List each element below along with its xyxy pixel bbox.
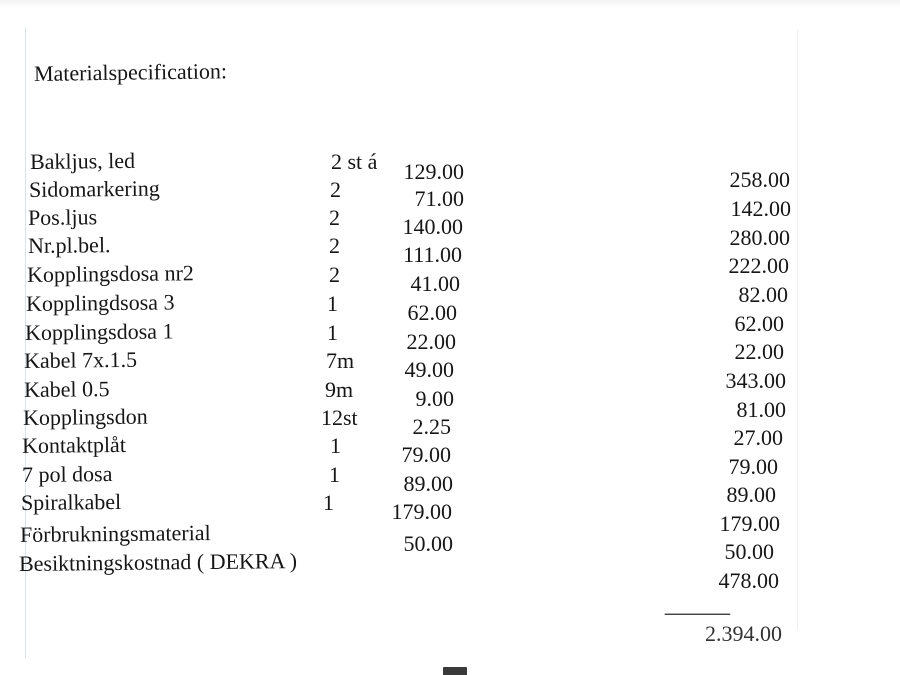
item-name: Nr.pl.bel. [27,232,111,258]
item-unit-price: 71.00 [414,186,464,211]
item-name: Kopplingdsosa 3 [25,289,175,316]
item-name: Kontaktplåt [21,431,126,458]
item-line-total: 22.00 [734,339,784,364]
item-line-total: 258.00 [729,167,790,192]
item-line-total: 280.00 [729,225,790,250]
item-quantity: 2 [329,205,340,230]
item-name: Besiktningskostnad ( DEKRA ) [18,548,298,576]
item-name: Pos.ljus [27,204,98,230]
item-quantity: 1 [330,433,341,458]
item-unit-price: 179.00 [391,499,452,524]
item-name: Kabel 0.5 [23,376,110,402]
sum-separator: --------------- [664,603,729,624]
item-unit-price: 89.00 [403,471,453,496]
item-line-total: 478.00 [718,568,779,593]
item-unit-price: 49.00 [404,357,454,382]
item-name: Kopplingsdosa nr2 [26,260,194,287]
item-name: Kabel 7x.1.5 [23,346,138,373]
item-line-total: 27.00 [733,425,783,450]
item-line-total: 50.00 [724,539,774,564]
item-quantity: 9m [325,377,354,402]
item-line-total: 82.00 [738,282,788,307]
item-unit-price: 111.00 [403,242,462,267]
item-name: Kopplingsdon [22,403,148,430]
item-quantity: 1 [327,320,338,345]
item-unit-price: 62.00 [407,300,457,325]
item-unit-price: 50.00 [403,531,453,556]
item-quantity: 1 [329,462,340,487]
item-name: Bakljus, led [29,147,136,174]
item-line-total: 179.00 [719,511,780,536]
item-line-total: 62.00 [734,311,784,336]
item-name: Spiralkabel [20,488,122,515]
scan-artifact [443,667,467,675]
item-line-total: 142.00 [730,196,791,221]
item-name: Sidomarkering [28,175,160,202]
item-unit-price: 22.00 [406,329,456,354]
item-name: Kopplingsdosa 1 [24,318,174,345]
item-line-total: 79.00 [728,454,778,479]
item-quantity: 2 [329,262,340,287]
document-title: Materialspecification: [33,58,228,86]
item-unit-price: 79.00 [401,442,451,467]
grand-total: 2.394.00 [705,621,782,646]
item-quantity: 1 [323,490,334,515]
item-quantity: 2 st á [331,149,378,174]
item-quantity: 7m [326,348,355,373]
item-unit-price: 140.00 [402,214,463,239]
item-quantity: 2 [330,177,341,202]
item-line-total: 89.00 [726,482,776,507]
item-unit-price: 2.25 [412,414,451,439]
item-name: 7 pol dosa [21,461,113,487]
item-unit-price: 41.00 [410,271,460,296]
item-line-total: 343.00 [725,368,786,393]
item-line-total: 81.00 [736,397,786,422]
item-unit-price: 9.00 [415,386,454,411]
item-quantity: 12st [321,405,358,430]
item-quantity: 2 [329,233,340,258]
item-name: Förbrukningsmaterial [19,520,211,547]
item-line-total: 222.00 [728,253,789,278]
item-unit-price: 129.00 [403,159,464,184]
item-quantity: 1 [327,291,338,316]
